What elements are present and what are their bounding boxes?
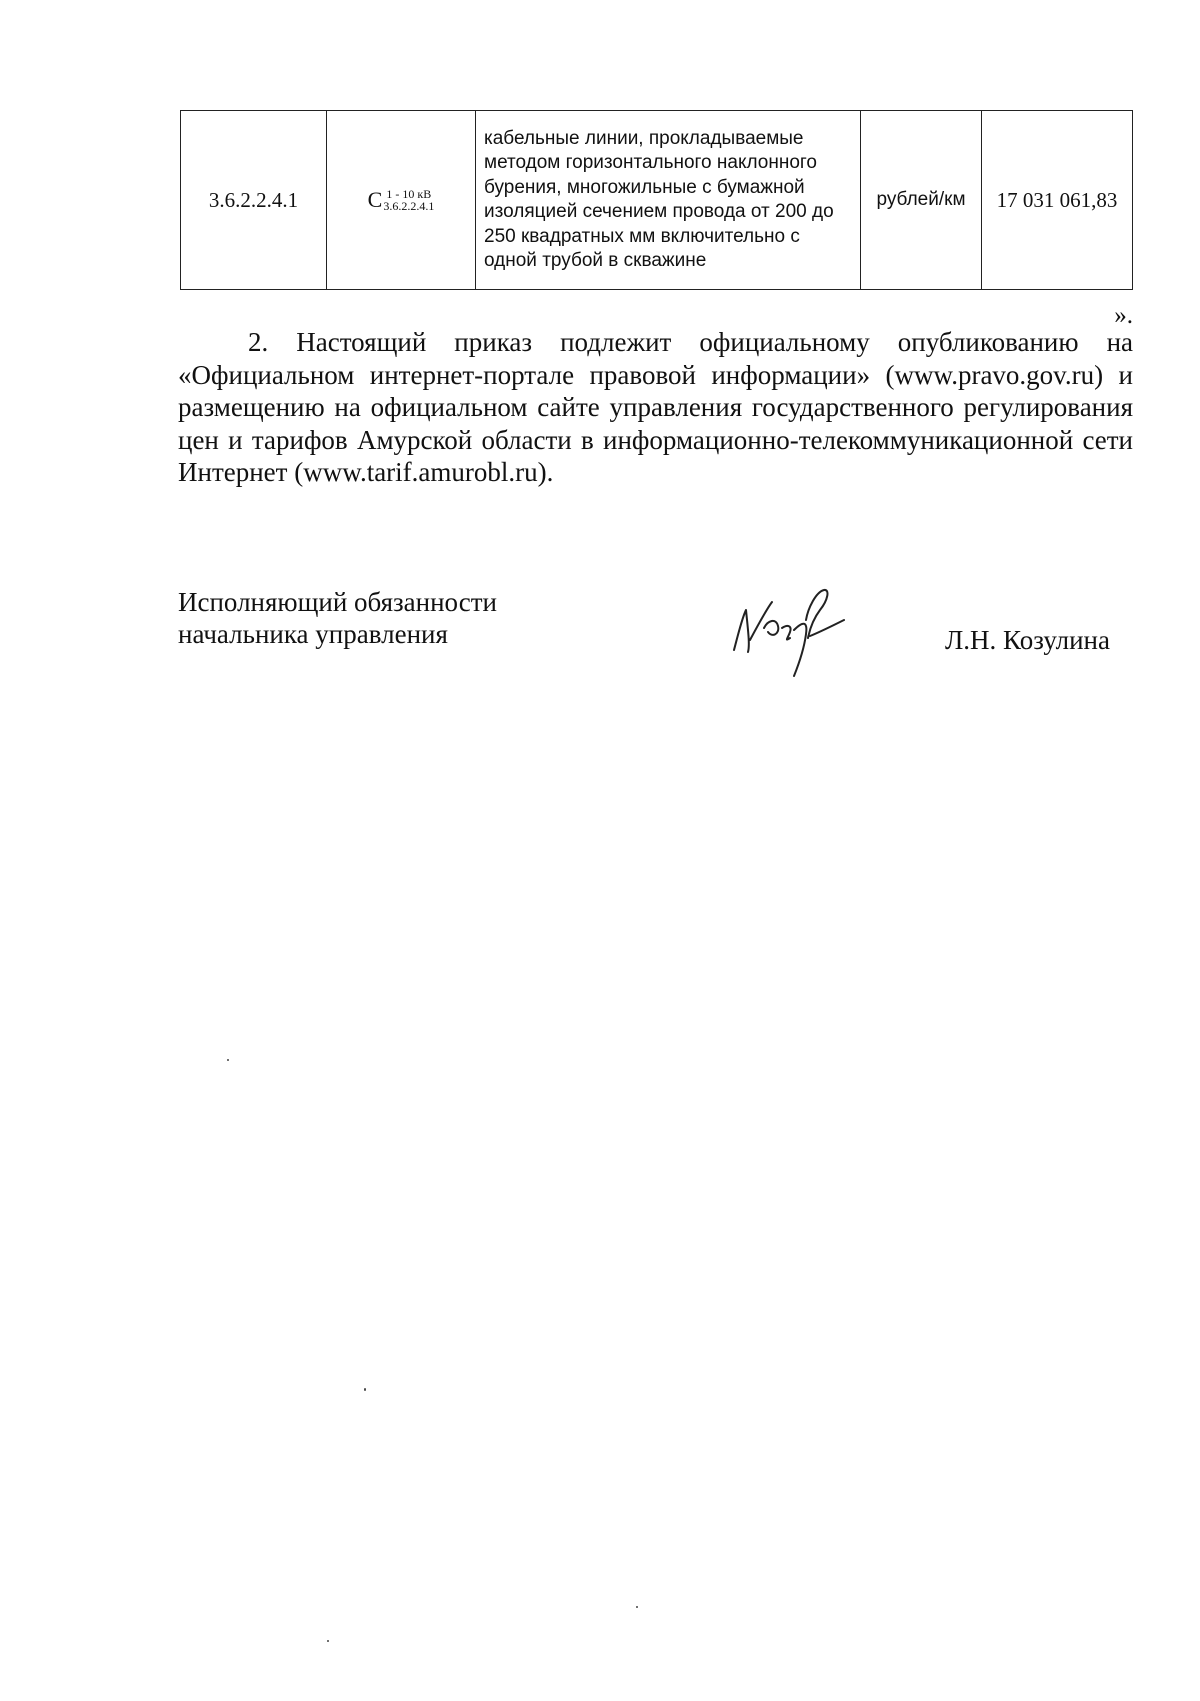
scan-speck xyxy=(364,1388,366,1391)
signer-name: Л.Н. Козулина xyxy=(945,625,1110,655)
item-description: кабельные линии, прокладываемые методом горизонтального наклонного бурения, многожильные с бумажной изоляцией сечением провода от 200 до 250 квадратных мм включительно с одной трубой в скважине xyxy=(476,111,861,290)
signer-title-line-2: начальника управления xyxy=(178,619,448,649)
scan-speck xyxy=(327,1640,329,1642)
signer-title-line-1: Исполняющий обязанности xyxy=(178,587,497,617)
symbol-subscript: 3.6.2.2.4.1 xyxy=(383,199,435,213)
scan-speck xyxy=(636,1606,638,1608)
rate-symbol-cell xyxy=(327,111,476,290)
item-unit: рублей/км xyxy=(861,111,982,290)
symbol-base: C xyxy=(367,187,383,212)
signer-title xyxy=(178,586,497,650)
closing-quote: ». xyxy=(1114,302,1133,329)
tariff-table xyxy=(180,110,1133,290)
scan-speck xyxy=(227,1059,229,1061)
symbol-superscript: 1 - 10 кВ xyxy=(386,187,432,201)
rate-symbol xyxy=(368,187,435,213)
item-value: 17 031 061,83 xyxy=(982,111,1133,290)
item-code: 3.6.2.2.4.1 xyxy=(181,111,327,290)
handwritten-signature xyxy=(728,580,878,680)
table-row xyxy=(181,111,1133,290)
paragraph-2: 2. Настоящий приказ подлежит официальному опубликованию на «Официальном интернет-портале правовой информации» (www.pravo.gov.ru) и размещению на официальном сайте управления государственного регулирования цен и тарифов Амурской области в информационно-телекоммуникационной сети Интернет (www.tarif.amurobl.ru). xyxy=(178,327,1133,487)
